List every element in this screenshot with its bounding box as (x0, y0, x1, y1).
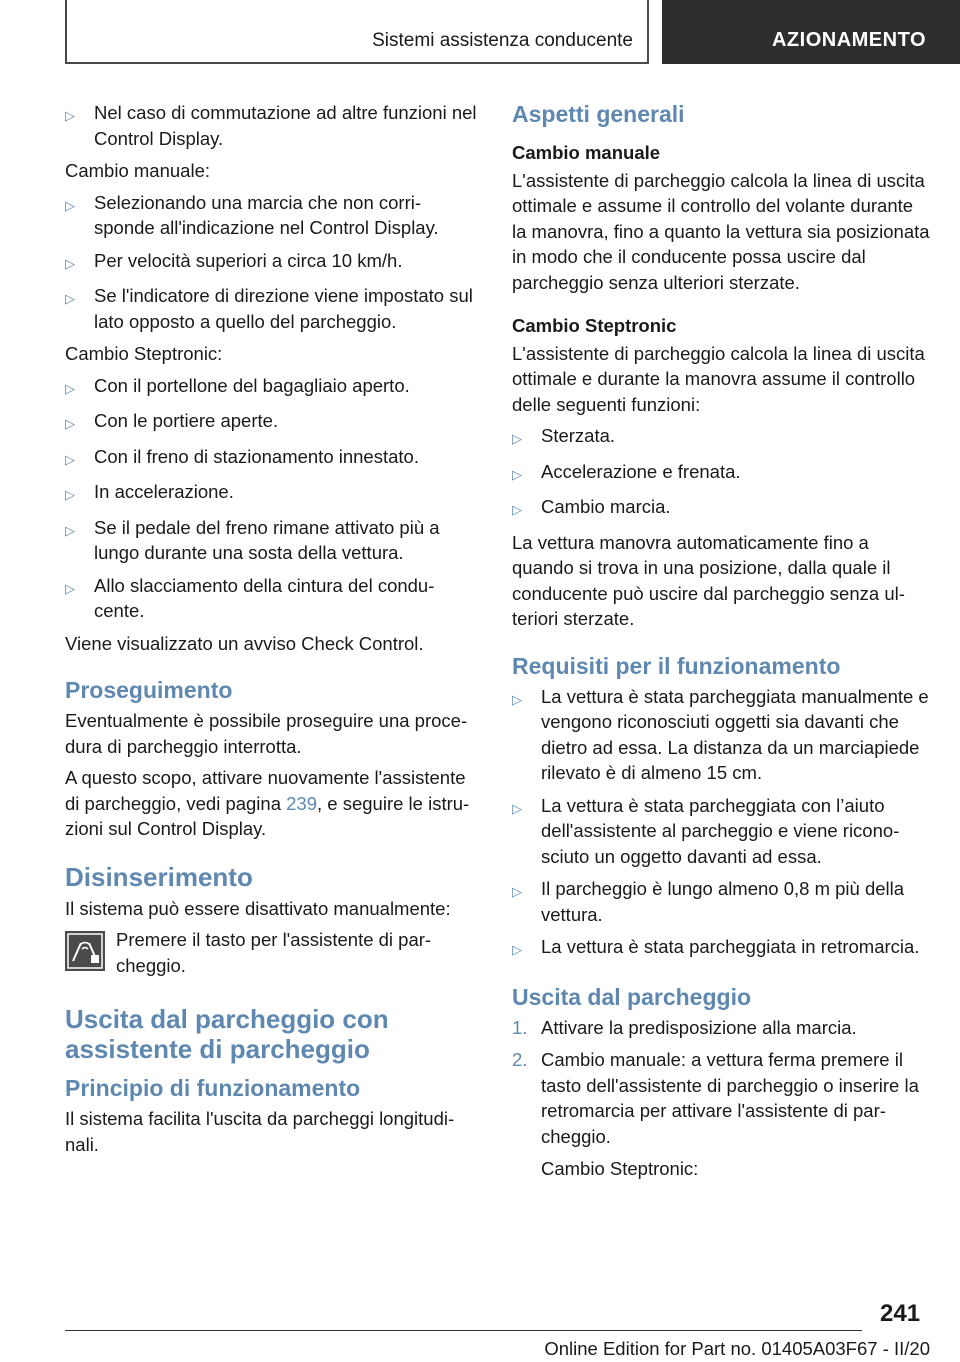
step-text: Attivare la predisposizione alla marcia. (541, 1016, 857, 1038)
edition-note: Online Edition for Part no. 01405A03F67 - II/20 (544, 1338, 930, 1359)
step-item (512, 1047, 932, 1149)
step-number: 2. (512, 1049, 528, 1070)
list-item (65, 408, 480, 437)
list-item-text: Per velocità superiori a circa 10 km/h. (94, 249, 403, 271)
list-item-text: Selezionando una marcia che non corri-sponde all'indicazione nel Control Display. (94, 191, 439, 238)
page-number: 241 (880, 1300, 921, 1327)
list-item (65, 444, 480, 473)
bullet-triangle-icon: ▷ (65, 197, 75, 213)
steptronic-label: Cambio Steptronic: (541, 1158, 699, 1179)
subheading-steptronic: Cambio Steptronic (512, 315, 677, 336)
button-instruction (65, 927, 480, 978)
check-control-note: Viene visualizzato un avviso Check Control. (65, 632, 424, 654)
footer-divider (65, 1330, 862, 1331)
bullet-triangle-icon: ▷ (512, 431, 522, 446)
list-item-text: La vettura è stata parcheggiata in retromarcia. (541, 936, 920, 957)
paragraph: L'assistente di parcheggio calcola la linea di uscita ottimale e assume il controllo del volante durante la manovra, fino a quanto la vettura sia posizionata in modo che il conducente possa uscire dal parcheggio senza ulteriori sterzate. (512, 169, 930, 293)
paragraph (65, 765, 480, 842)
bullet-triangle-icon: ▷ (512, 942, 522, 957)
bullet-triangle-icon: ▷ (65, 380, 75, 396)
bullet-list (65, 190, 480, 335)
list-item-text: Con le portiere aperte. (94, 410, 279, 431)
list-item (512, 684, 932, 786)
heading-disinserimento: Disinserimento (65, 861, 253, 892)
bullet-triangle-icon: ▷ (512, 502, 522, 517)
list-item (65, 100, 480, 151)
button-instruction-text: Premere il tasto per l'assistente di par-cheggio. (116, 929, 432, 976)
list-item-text: La vettura è stata parcheggiata manualmente e vengono riconosciuti oggetti sia davanti che dietro ad essa. La distanza da un marciapiede rilevato è di almeno 15 cm. (541, 685, 929, 783)
paragraph: Il sistema può essere disattivato manualmente: (65, 897, 451, 919)
list-item (512, 793, 932, 870)
bullet-triangle-icon: ▷ (65, 580, 75, 596)
paragraph: Eventualmente è possibile proseguire una proce-dura di parcheggio interrotta. (65, 710, 468, 757)
bullet-triangle-icon: ▷ (65, 255, 75, 271)
list-item (65, 479, 480, 508)
numbered-list (512, 1015, 932, 1150)
heading-uscita-assistente: Uscita dal parcheggio con assistente di parcheggio (65, 1004, 389, 1064)
list-item-text: Allo slacciamento della cintura del condu-cente. (94, 574, 435, 621)
list-item-text: Con il portellone del bagagliaio aperto. (94, 374, 410, 396)
heading-uscita: Uscita dal parcheggio (512, 983, 752, 1010)
page-link[interactable]: 239 (286, 792, 318, 814)
list-item (65, 248, 480, 277)
list-item (512, 423, 932, 452)
bullet-triangle-icon: ▷ (65, 108, 75, 123)
list-item-text: Sterzata. (541, 425, 616, 446)
list-item-text: Il parcheggio è lungo almeno 0,8 m più della vettura. (541, 878, 905, 925)
bullet-list (512, 684, 932, 963)
text: A questo scopo, attivare nuovamente l'assistente di parcheggio, vedi pagina (65, 767, 466, 814)
list-item (65, 573, 480, 624)
list-item (512, 876, 932, 927)
heading-principio: Principio di funzionamento (65, 1075, 361, 1101)
section-title: Sistemi assistenza conducente (372, 30, 633, 51)
list-item-text: Nel caso di commutazione ad altre funzioni nel Control Display. (94, 102, 477, 149)
bullet-triangle-icon: ▷ (65, 291, 75, 306)
list-item-text: Cambio marcia. (541, 496, 671, 517)
list-item (512, 459, 932, 488)
list-item (65, 190, 480, 241)
bullet-triangle-icon: ▷ (65, 522, 75, 538)
subheading-manuale: Cambio manuale (512, 142, 661, 163)
list-item-text: Con il freno di stazionamento innestato. (94, 445, 419, 467)
heading-aspetti-generali: Aspetti generali (512, 101, 685, 127)
paragraph: L'assistente di parcheggio calcola la linea di uscita ottimale e durante la manovra assume il controllo delle seguenti funzioni: (512, 342, 925, 415)
chapter-tab (662, 0, 960, 64)
step-number: 1. (512, 1016, 528, 1038)
list-item-text: In accelerazione. (94, 481, 234, 502)
step-item (512, 1015, 932, 1041)
bullet-list (512, 423, 932, 523)
bullet-triangle-icon: ▷ (512, 884, 522, 899)
paragraph: Il sistema facilita l'uscita da parcheggi longitudi-nali. (65, 1108, 455, 1155)
list-item (512, 934, 932, 963)
list-item (65, 373, 480, 402)
left-column (65, 100, 480, 1163)
list-item-text: La vettura è stata parcheggiata con l’aiuto dell'assistente al parcheggio e viene ricono-sciuto un oggetto davanti ad essa. (541, 794, 900, 867)
bullet-triangle-icon: ▷ (65, 416, 75, 431)
bullet-triangle-icon: ▷ (512, 691, 522, 707)
list-item-text: Se il pedale del freno rimane attivato più a lungo durante una sosta della vettura. (94, 516, 440, 563)
list-item (65, 283, 480, 334)
heading-requisiti: Requisiti per il funzionamento (512, 652, 841, 679)
list-item-text: Se l'indicatore di direzione viene impostato sul lato opposto a quello del parcheggio. (94, 285, 473, 332)
list-item-text: Accelerazione e frenata. (541, 460, 741, 482)
parking-assistant-button-icon (65, 931, 105, 971)
list-item (512, 494, 932, 523)
bullet-triangle-icon: ▷ (65, 451, 75, 467)
step-text: Cambio manuale: a vettura ferma premere il tasto dell'assistente di parcheggio o inserire la retromarcia per attivare l'assistente di par-cheggio. (541, 1049, 919, 1147)
manual-gearbox-label: Cambio manuale: (65, 160, 210, 181)
header-frame (65, 0, 649, 64)
bullet-list (65, 373, 480, 624)
steptronic-label: Cambio Steptronic: (65, 343, 223, 364)
right-column (512, 100, 932, 1188)
list-item (65, 515, 480, 566)
heading-proseguimento: Proseguimento (65, 677, 233, 703)
paragraph: La vettura manovra automaticamente fino a quando si trova in una posizione, dalla quale il conducente può uscire dal parcheggio senza ul-teriori sterzate. (512, 531, 905, 629)
bullet-triangle-icon: ▷ (512, 466, 522, 482)
text: , e seguire le istru-zioni sul Control Display. (65, 792, 470, 839)
bullet-triangle-icon: ▷ (65, 487, 75, 502)
chapter-tab-label: AZIONAMENTO (771, 29, 926, 51)
bullet-list (65, 100, 480, 151)
bullet-triangle-icon: ▷ (512, 800, 522, 816)
